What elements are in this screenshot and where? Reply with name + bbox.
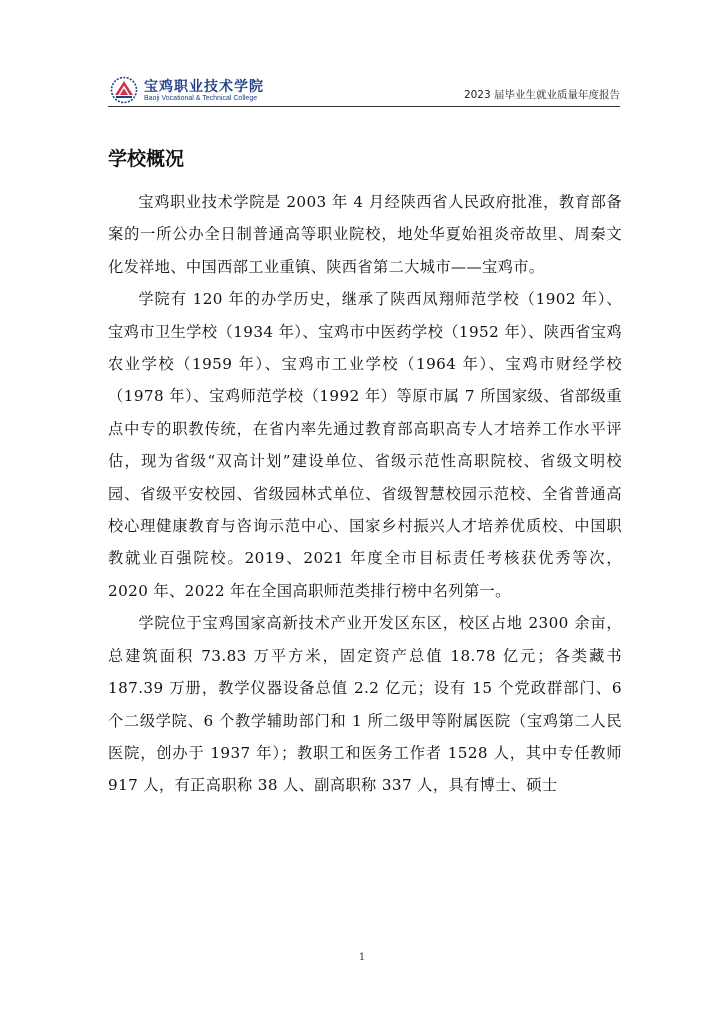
paragraph-intro: 宝鸡职业技术学院是 2003 年 4 月经陕西省人民政府批准，教育部备案的一所公办全日制普通高等职业院校，地处华夏始祖炎帝故里、周秦文化发祥地、中国西部工业重镇、陕西省第二大城市——宝鸡市。 [108,193,622,276]
paragraph-history: 学院有 120 年的办学历史，继承了陕西凤翔师范学校（1902 年）、宝鸡市卫生学校（1934 年）、宝鸡市中医药学校（1952 年）、陕西省宝鸡农业学校（1959 年）、宝鸡市工业学校（1964 年）、宝鸡市财经学校（1978 年）、宝鸡师范学校（1992 年）等原市属 7 所国家级、省部级重点中专的职教传统，在省内率先通过教育部高职高专人才培养工作水平评估，现为省级“双高计划”建设单位、省级示范性高职院校、省级文明校园、省级平安校园、省级园林式单位、省级智慧校园示范校、全省普通高校心理健康教育与咨询示范中心、国家乡村振兴人才培养优质校、中国职教就业百强院校。2019、2021 年度全市目标责任考核获优秀等次，2020 年、2022 年在全国高职师范类排行榜中名列第一。 [108,290,622,600]
college-name-cn: 宝鸡职业技术学院 [144,79,264,95]
paragraph-campus: 学院位于宝鸡国家高新技术产业开发区东区，校区占地 2300 余亩，总建筑面积 73.83 万平方米，固定资产总值 18.78 亿元；各类藏书 187.39 万册，教学仪器设备总值 2.2 亿元；设有 15 个党政群部门、6 个二级学院、6 个教学辅助部门和 1 所二级甲等附属医院（宝鸡第二人民医院，创办于 1937 年）；教职工和医务工作者 1528 人，其中专任教师 917 人，有正高职称 38 人、副高职称 337 人，具有博士、硕士 [108,614,622,795]
section-title: 学校概况 [108,148,185,170]
header-divider [108,106,620,107]
main-content [108,144,622,802]
page-header [108,72,620,106]
college-emblem-icon [108,76,140,104]
report-title: 2023 届毕业生就业质量年度报告 [463,89,620,101]
college-name-en: Baoji Vocational & Technical College [144,95,258,102]
page-number: 1 [358,952,366,963]
